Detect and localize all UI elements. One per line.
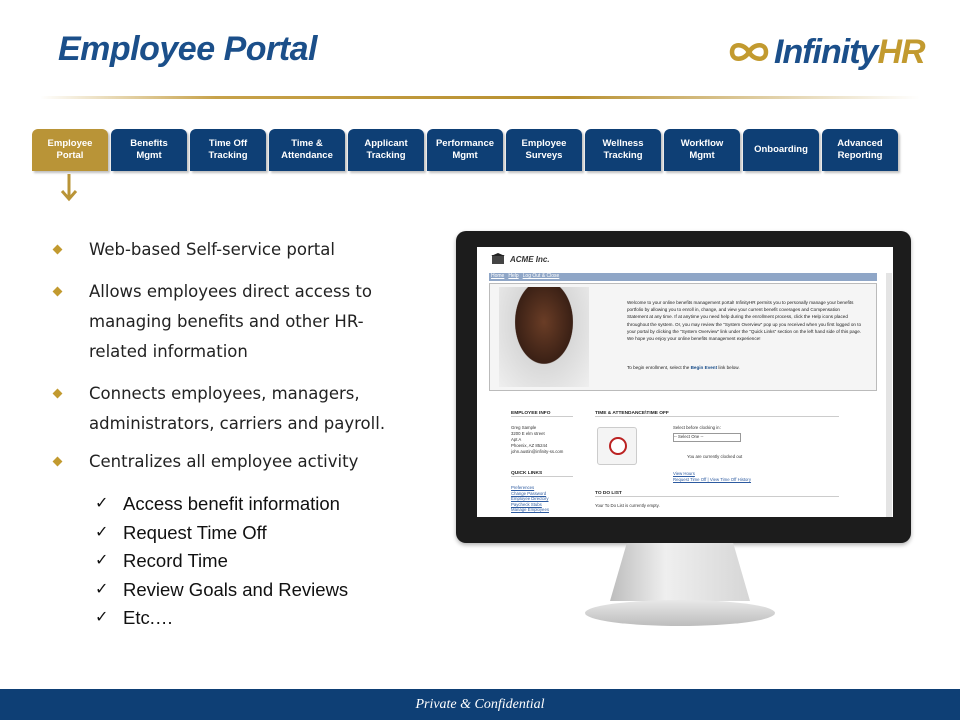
list-item: Allows employees direct access to managing benefits and other HR-related information: [52, 277, 412, 367]
checkmark-icon: ✓: [95, 609, 109, 626]
screen-clock-select[interactable]: -- Select One --: [673, 433, 741, 442]
screen-nav-bar: [489, 273, 877, 281]
screen-todo: TO DO LIST Your To Do List is currently empty.: [595, 491, 839, 509]
checkmark-icon: ✓: [95, 580, 109, 598]
screen-employee-info: EMPLOYEE INFO Greg Sample 3200 E elm street Apt A Phoenix, AZ 85244 john.austin@infinity-ss.com: [511, 411, 573, 455]
tab-workflow-mgmt[interactable]: Workflow Mgmt: [664, 129, 740, 171]
monitor-base: [585, 600, 775, 626]
page-title: Employee Portal: [58, 30, 317, 68]
list-item: Centralizes all employee activity: [52, 447, 412, 477]
screen-begin-text: To begin enrollment, select the Begin Event link below.: [627, 365, 740, 370]
tab-performance-mgmt[interactable]: Performance Mgmt: [427, 129, 503, 171]
diamond-bullet-icon: [53, 389, 63, 399]
screen-time-links: View Hours Request Time Off | View Time Off History: [673, 471, 752, 482]
tab-wellness-tracking[interactable]: Wellness Tracking: [585, 129, 661, 171]
list-item: Connects employees, managers, administrators, carriers and payroll.: [52, 379, 412, 439]
tab-benefits-mgmt[interactable]: Benefits Mgmt: [111, 129, 187, 171]
tab-onboarding[interactable]: Onboarding: [743, 129, 819, 171]
screen-welcome-photo: [499, 287, 589, 387]
header-divider: [40, 96, 920, 99]
screen-company-name: ACME Inc.: [510, 255, 550, 264]
screen-clock-status: You are currently clocked out: [687, 454, 743, 459]
checkmark-icon: ✓: [95, 552, 109, 569]
list-item: Web-based Self-service portal: [52, 235, 412, 265]
diamond-bullet-icon: [53, 245, 63, 255]
screen-scrollbar[interactable]: [886, 273, 892, 517]
screen-select-label: Select before clocking in:: [673, 425, 721, 430]
tab-time-off-tracking[interactable]: Time Off Tracking: [190, 129, 266, 171]
confidential-label: Private & Confidential: [415, 697, 545, 712]
list-item: ✓ Request Time Off: [95, 519, 348, 548]
screen-quick-links: QUICK LINKS Preferences Change Password Employee Directory Paycheck Stubs Manage Employees: [511, 471, 573, 513]
tab-employee-portal[interactable]: Employee Portal: [32, 129, 108, 171]
tab-time-attendance[interactable]: Time & Attendance: [269, 129, 345, 171]
list-item: ✓ Access benefit information: [95, 490, 348, 519]
activity-checklist: [95, 490, 348, 633]
feature-list: [52, 235, 412, 489]
screen-nav-logout[interactable]: Log Out & Close: [522, 273, 560, 279]
tab-applicant-tracking[interactable]: Applicant Tracking: [348, 129, 424, 171]
screen-clock-icon: [597, 427, 637, 465]
screen-begin-event-link[interactable]: Begin Event: [690, 365, 718, 370]
arrow-down-icon: [60, 174, 78, 202]
tab-advanced-reporting[interactable]: Advanced Reporting: [822, 129, 898, 171]
checkmark-icon: ✓: [95, 523, 109, 541]
screen-nav-home[interactable]: Home: [491, 273, 505, 279]
tab-employee-surveys[interactable]: Employee Surveys: [506, 129, 582, 171]
portal-screenshot: [477, 247, 893, 517]
company-logo-icon: [491, 253, 505, 265]
footer-bar: [0, 689, 960, 720]
diamond-bullet-icon: [53, 457, 63, 467]
screen-nav-help[interactable]: Help: [508, 273, 519, 279]
infinityhr-logo: [728, 32, 925, 72]
diamond-bullet-icon: [53, 287, 63, 297]
checkmark-icon: ✓: [95, 495, 109, 512]
list-item: ✓ Review Goals and Reviews: [95, 576, 348, 605]
screen-time-attendance: TIME & ATTENDANCE\TIME OFF: [595, 411, 839, 417]
monitor-stand: [610, 543, 750, 601]
screen-welcome-text: Welcome to your online benefits management portal! InfinityHR permits you to personally manage your benefits portfolio by allowing you to enroll in, change, and view your current benefit coverages and Compensation Statement at any time. If at anytime you need help during the enrollment process, click the Help icons placed throughout the system. Or, you may review the "System Overview" pop up you received when you first logged on to your portal by clicking the "System Overview" link under the "Quick Links" section on the left hand side of this page. We hope you enjoy your online benefits management experience!: [627, 300, 862, 342]
logo-wordmark: InfinityHR: [774, 32, 925, 71]
list-item: ✓ Record Time: [95, 547, 348, 576]
infinity-icon: [728, 37, 770, 67]
list-item: ✓ Etc.…: [95, 604, 348, 633]
